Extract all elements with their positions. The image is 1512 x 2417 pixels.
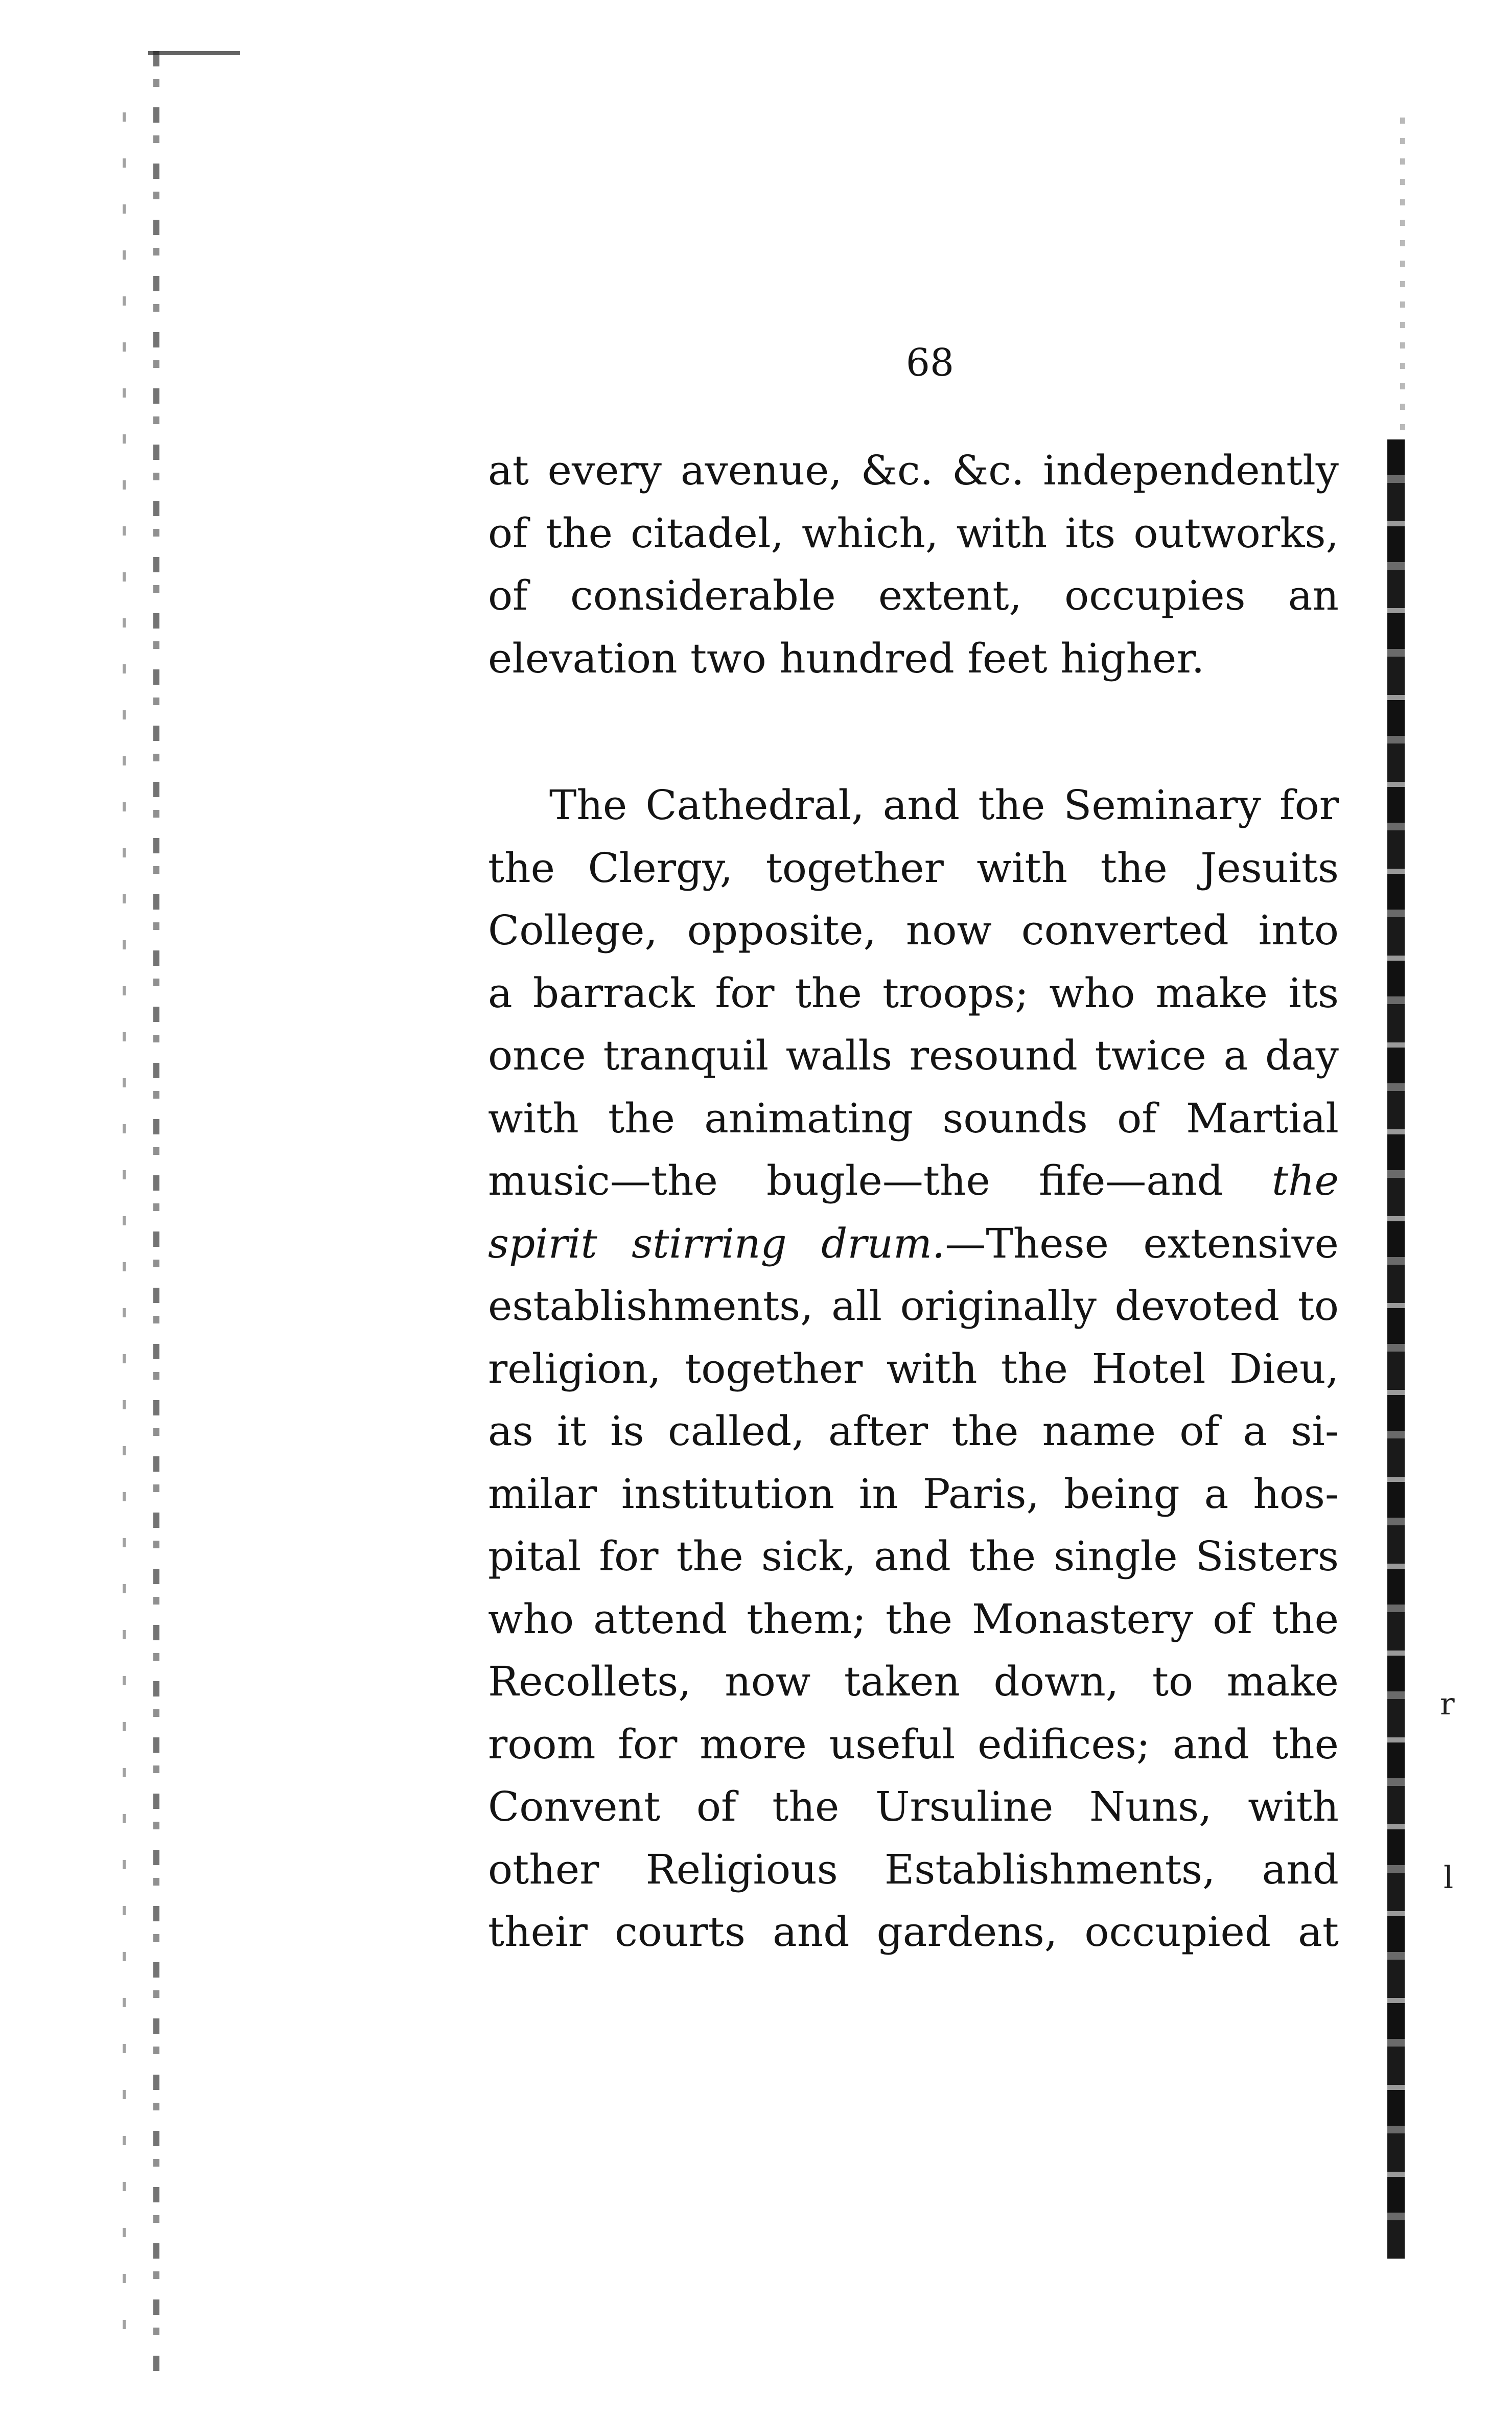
text-line: milar institution in Paris, being a hos-: [488, 1470, 1339, 1518]
text-line: of the citadel, which, with its outworks,: [488, 509, 1339, 557]
margin-mark-r: r: [1440, 1686, 1455, 1722]
text-line: room for more useful edifices; and the: [488, 1720, 1339, 1768]
text-line: religion, together with the Hotel Dieu,: [488, 1344, 1339, 1392]
text-line: elevation two hundred feet higher.: [488, 634, 1205, 682]
text-line: with the animating sounds of Martial: [488, 1094, 1339, 1142]
right-page-edge: [1387, 439, 1405, 2259]
italic-fragment: spirit stirring drum.: [488, 1219, 945, 1267]
text-line: establishments, all originally devoted to: [488, 1282, 1339, 1330]
text-line: who attend them; the Monastery of the: [488, 1595, 1339, 1643]
text-line: [488, 1213, 1339, 1275]
text-line: College, opposite, now converted into: [488, 907, 1339, 954]
margin-mark-l: l: [1444, 1860, 1454, 1896]
text-line: their courts and gardens, occupied at: [488, 1908, 1339, 1956]
text-line: a barrack for the troops; who make its: [488, 969, 1339, 1017]
text-fragment: —These extensive: [945, 1219, 1339, 1267]
right-page-edge-faint: [1400, 118, 1405, 434]
text-line: pital for the sick, and the single Sisters: [488, 1532, 1339, 1580]
italic-fragment: the: [1271, 1157, 1339, 1204]
corner-mark: [148, 51, 240, 55]
paragraph-gap: [488, 690, 1339, 774]
left-page-shadow: [123, 112, 126, 2361]
text-line: The Cathedral, and the Seminary for: [549, 781, 1339, 829]
text-line: of considerable extent, occupies an: [488, 572, 1339, 619]
text-fragment: music—the bugle—the fife—and: [488, 1157, 1272, 1204]
page-number: 68: [905, 341, 955, 385]
text-line: once tranquil walls resound twice a day: [488, 1032, 1339, 1079]
text-line: [488, 1150, 1339, 1213]
text-line: Recollets, now taken down, to make: [488, 1658, 1339, 1705]
text-line: other Religious Establishments, and: [488, 1845, 1339, 1893]
text-line: as it is called, after the name of a si-: [488, 1407, 1339, 1455]
text-line: the Clergy, together with the Jesuits: [488, 844, 1339, 892]
text-line: Convent of the Ursuline Nuns, with: [488, 1783, 1339, 1830]
left-page-edge: [153, 51, 159, 2376]
body-text: [488, 439, 1339, 1964]
text-line: at every avenue, &c. &c. independently: [488, 447, 1339, 494]
